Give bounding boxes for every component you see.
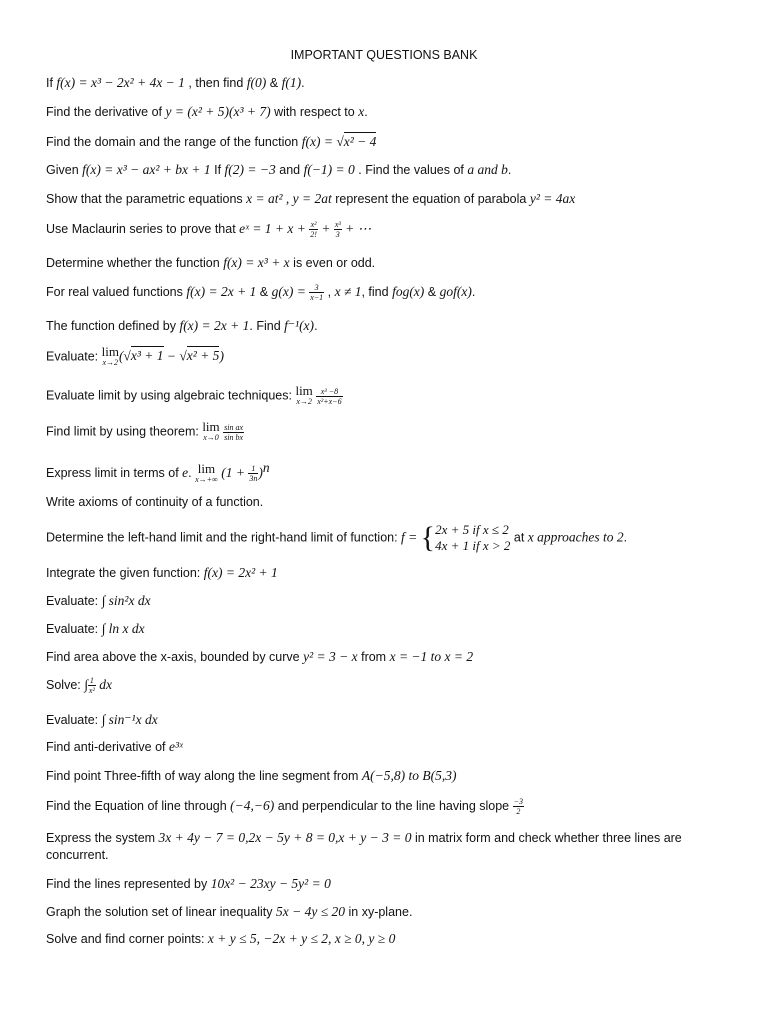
question-6: Use Maclaurin series to prove that eˣ = 1 + x + $\frac{\text{x²}}{2!}$ + $\frac{\text{x³}}{3}$ + ⋯ [46, 220, 372, 240]
question-1: If f(x) = x³ − 2x² + 4x − 1 , then find f(0) & f(1). [46, 75, 305, 90]
question-17: Evaluate: ∫ sin²x dx [46, 593, 151, 608]
limit: lim x→0 [202, 419, 220, 442]
question-26: Find the lines represented by 10x² − 23xy − 5y² = 0 [46, 876, 331, 891]
limit: lim x→+∞ [195, 460, 218, 484]
question-22: Find anti-derivative of e³ˣ [46, 739, 183, 754]
question-18: Evaluate: ∫ ln x dx [46, 621, 145, 636]
limit: lim x→2 [295, 383, 313, 406]
question-15: Determine the left-hand limit and the right-hand limit of function: f = { 2x + 5 if x ≤ 2 4x + 1 if x > 2 at x approaches to 2. [46, 521, 628, 554]
question-28: Solve and find corner points: x + y ≤ 5, −2x + y ≤ 2, x ≥ 0, y ≥ 0 [46, 931, 396, 946]
question-5: Show that the parametric equations x = at² , y = 2at represent the equation of parabola y² = 4ax [46, 191, 576, 206]
question-9: The function defined by f(x) = 2x + 1. Find f⁻¹(x). [46, 318, 318, 333]
limit: lim x→2 [101, 344, 119, 367]
question-13: Express limit in terms of e. lim x→+∞ (1 + $\frac{1}{3n}$ )$^n$ [46, 460, 270, 484]
fraction: $\frac{1}{\text{x²}}$ [88, 676, 95, 696]
question-10: Evaluate: lim x→2 (√x³ + 1 − √x² + 5) [46, 344, 224, 367]
question-3: Find the domain and the range of the function f(x) = √x² − 4 [46, 134, 377, 149]
question-16: Integrate the given function: f(x) = 2x² + 1 [46, 565, 278, 580]
fraction: $\frac{-3}{2}$ [513, 797, 524, 817]
piecewise-cases: 2x + 5 if x ≤ 2 4x + 1 if x > 2 [435, 522, 511, 553]
question-20: Solve: ∫ $\frac{1}{\text{x²}}$ dx [46, 676, 112, 696]
question-25: Express the system 3x + 4y − 7 = 0,2x − 5y + 8 = 0,x + y − 3 = 0 in matrix form and check whether three lines are concurrent. [46, 830, 682, 862]
question-21: Evaluate: ∫ sin⁻¹x dx [46, 712, 158, 727]
left-brace: { [420, 521, 436, 554]
fraction: $\frac{1}{3n}$ [249, 464, 258, 484]
fraction: $\frac{\text{x²}}{2!}$ [310, 220, 317, 240]
question-27: Graph the solution set of linear inequality 5x − 4y ≤ 20 in xy-plane. [46, 904, 413, 919]
fraction: $\frac{3}{x-1}$ [310, 283, 324, 303]
page-title: IMPORTANT QUESTIONS BANK [290, 48, 478, 62]
question-23: Find point Three-fifth of way along the line segment from A(−5,8) to B(5,3) [46, 768, 457, 783]
question-4: Given f(x) = x³ − ax² + bx + 1 If f(2) = −3 and f(−1) = 0 . Find the values of a and b. [46, 162, 512, 177]
question-8: For real valued functions f(x) = 2x + 1 & g(x) = $\frac{3}{x-1}$ , x ≠ 1, find fog(x) & gof(x). [46, 283, 476, 303]
fraction: $\frac{\text{sin ax}}{\text{sin bx}}$ [224, 422, 244, 442]
question-12: Find limit by using theorem: lim x→0 $\frac{\text{sin ax}}{\text{sin bx}}$ [46, 419, 244, 442]
question-14: Write axioms of continuity of a function. [46, 495, 264, 509]
question-2: Find the derivative of y = (x² + 5)(x³ + 7) with respect to x. [46, 104, 368, 119]
question-11: Evaluate limit by using algebraic techniques: lim x→2 $\frac{\text{x³ −8}}{\text{x²+x−6}}$ [46, 383, 342, 406]
fraction: $\frac{\text{x³}}{3}$ [334, 220, 341, 240]
question-7: Determine whether the function f(x) = x³ + x is even or odd. [46, 255, 376, 270]
fraction: $\frac{\text{x³ −8}}{\text{x²+x−6}}$ [317, 386, 342, 406]
question-19: Find area above the x-axis, bounded by curve y² = 3 − x from x = −1 to x = 2 [46, 649, 474, 664]
question-24: Find the Equation of line through (−4,−6) and perpendicular to the line having slope $\frac{-3}{2}$ [46, 797, 524, 817]
